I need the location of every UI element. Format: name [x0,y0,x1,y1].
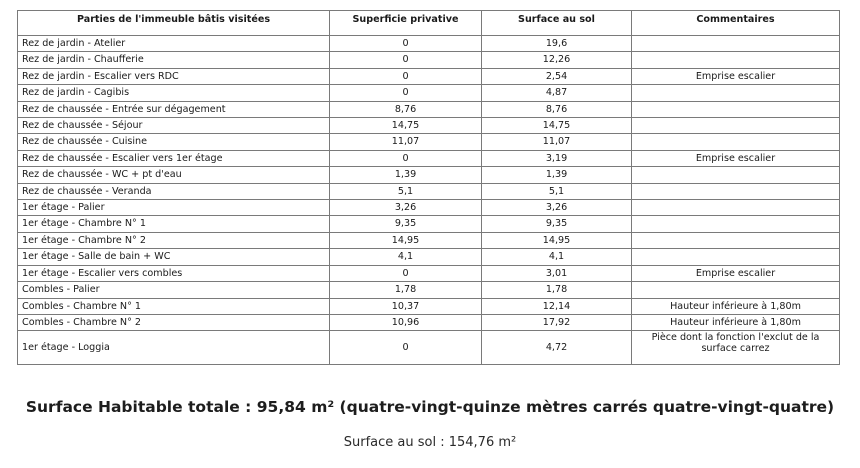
room-name-cell: Rez de jardin - Chaufferie [18,52,330,68]
room-name-cell: 1er étage - Chambre N° 2 [18,232,330,248]
private-area-cell: 10,37 [330,298,482,314]
table-row [18,331,840,365]
table-row [18,183,840,199]
ground-area-cell: 14,95 [482,232,632,248]
room-name-cell: 1er étage - Chambre N° 1 [18,216,330,232]
room-name-cell: 1er étage - Loggia [18,331,330,365]
room-name-cell: 1er étage - Salle de bain + WC [18,249,330,265]
habitable-total: Surface Habitable totale : 95,84 m² (quatre-vingt-quinze mètres carrés quatre-vingt-quatre) [25,398,835,416]
comment-cell: Emprise escalier [632,68,840,84]
ground-area-cell: 17,92 [482,314,632,330]
ground-area-cell: 12,26 [482,52,632,68]
header-private-area: Superficie privative [330,11,482,36]
private-area-cell: 0 [330,331,482,365]
room-name-cell: Rez de jardin - Atelier [18,36,330,52]
table-row [18,298,840,314]
room-name-cell: Rez de chaussée - Séjour [18,118,330,134]
ground-total: Surface au sol : 154,76 m² [343,435,517,450]
ground-area-cell: 4,87 [482,85,632,101]
comment-cell [632,101,840,117]
comment-cell [632,216,840,232]
ground-area-cell: 11,07 [482,134,632,150]
table-row [18,167,840,183]
private-area-cell: 14,75 [330,118,482,134]
table-row [18,85,840,101]
comment-cell [632,200,840,216]
header-rooms: Parties de l'immeuble bâtis visitées [18,11,330,36]
ground-area-cell: 9,35 [482,216,632,232]
room-name-cell: Rez de chaussée - WC + pt d'eau [18,167,330,183]
private-area-cell: 10,96 [330,314,482,330]
table-row [18,101,840,117]
private-area-cell: 3,26 [330,200,482,216]
ground-area-cell: 3,19 [482,150,632,166]
room-name-cell: Rez de jardin - Cagibis [18,85,330,101]
ground-area-cell: 19,6 [482,36,632,52]
private-area-cell: 9,35 [330,216,482,232]
table-row [18,134,840,150]
table-header-row [18,11,840,36]
comment-cell: Emprise escalier [632,265,840,281]
room-name-cell: 1er étage - Escalier vers combles [18,265,330,281]
ground-area-cell: 5,1 [482,183,632,199]
comment-cell [632,282,840,298]
room-name-cell: 1er étage - Palier [18,200,330,216]
private-area-cell: 1,78 [330,282,482,298]
table-row [18,150,840,166]
room-name-cell: Rez de chaussée - Cuisine [18,134,330,150]
comment-cell [632,52,840,68]
table-row [18,314,840,330]
private-area-cell: 0 [330,85,482,101]
room-name-cell: Rez de chaussée - Escalier vers 1er étage [18,150,330,166]
ground-area-cell: 3,26 [482,200,632,216]
comment-cell [632,249,840,265]
room-name-cell: Rez de jardin - Escalier vers RDC [18,68,330,84]
comment-cell [632,118,840,134]
private-area-cell: 1,39 [330,167,482,183]
comment-cell [632,36,840,52]
private-area-cell: 0 [330,52,482,68]
surface-table [17,10,840,365]
table-row [18,249,840,265]
header-comments: Commentaires [632,11,840,36]
ground-area-cell: 12,14 [482,298,632,314]
table-row [18,265,840,281]
comment-cell [632,183,840,199]
private-area-cell: 0 [330,36,482,52]
room-name-cell: Rez de chaussée - Veranda [18,183,330,199]
ground-area-cell: 14,75 [482,118,632,134]
private-area-cell: 14,95 [330,232,482,248]
ground-area-cell: 3,01 [482,265,632,281]
ground-area-cell: 4,72 [482,331,632,365]
comment-cell [632,134,840,150]
private-area-cell: 0 [330,150,482,166]
private-area-cell: 4,1 [330,249,482,265]
private-area-cell: 8,76 [330,101,482,117]
private-area-cell: 5,1 [330,183,482,199]
header-ground-area: Surface au sol [482,11,632,36]
comment-cell: Emprise escalier [632,150,840,166]
ground-area-cell: 2,54 [482,68,632,84]
table-row [18,282,840,298]
room-name-cell: Combles - Chambre N° 1 [18,298,330,314]
ground-area-cell: 1,78 [482,282,632,298]
comment-cell [632,232,840,248]
private-area-cell: 11,07 [330,134,482,150]
table-row [18,216,840,232]
table-row [18,68,840,84]
table-row [18,52,840,68]
room-name-cell: Rez de chaussée - Entrée sur dégagement [18,101,330,117]
room-name-cell: Combles - Chambre N° 2 [18,314,330,330]
comment-cell: Hauteur inférieure à 1,80m [632,298,840,314]
table-row [18,118,840,134]
comment-cell [632,85,840,101]
private-area-cell: 0 [330,68,482,84]
ground-area-cell: 4,1 [482,249,632,265]
table-row [18,200,840,216]
comment-cell [632,167,840,183]
ground-area-cell: 1,39 [482,167,632,183]
ground-area-cell: 8,76 [482,101,632,117]
comment-cell: Hauteur inférieure à 1,80m [632,314,840,330]
private-area-cell: 0 [330,265,482,281]
comment-cell: Pièce dont la fonction l'exclut de la surface carrez [632,331,840,365]
table-row [18,36,840,52]
room-name-cell: Combles - Palier [18,282,330,298]
table-row [18,232,840,248]
